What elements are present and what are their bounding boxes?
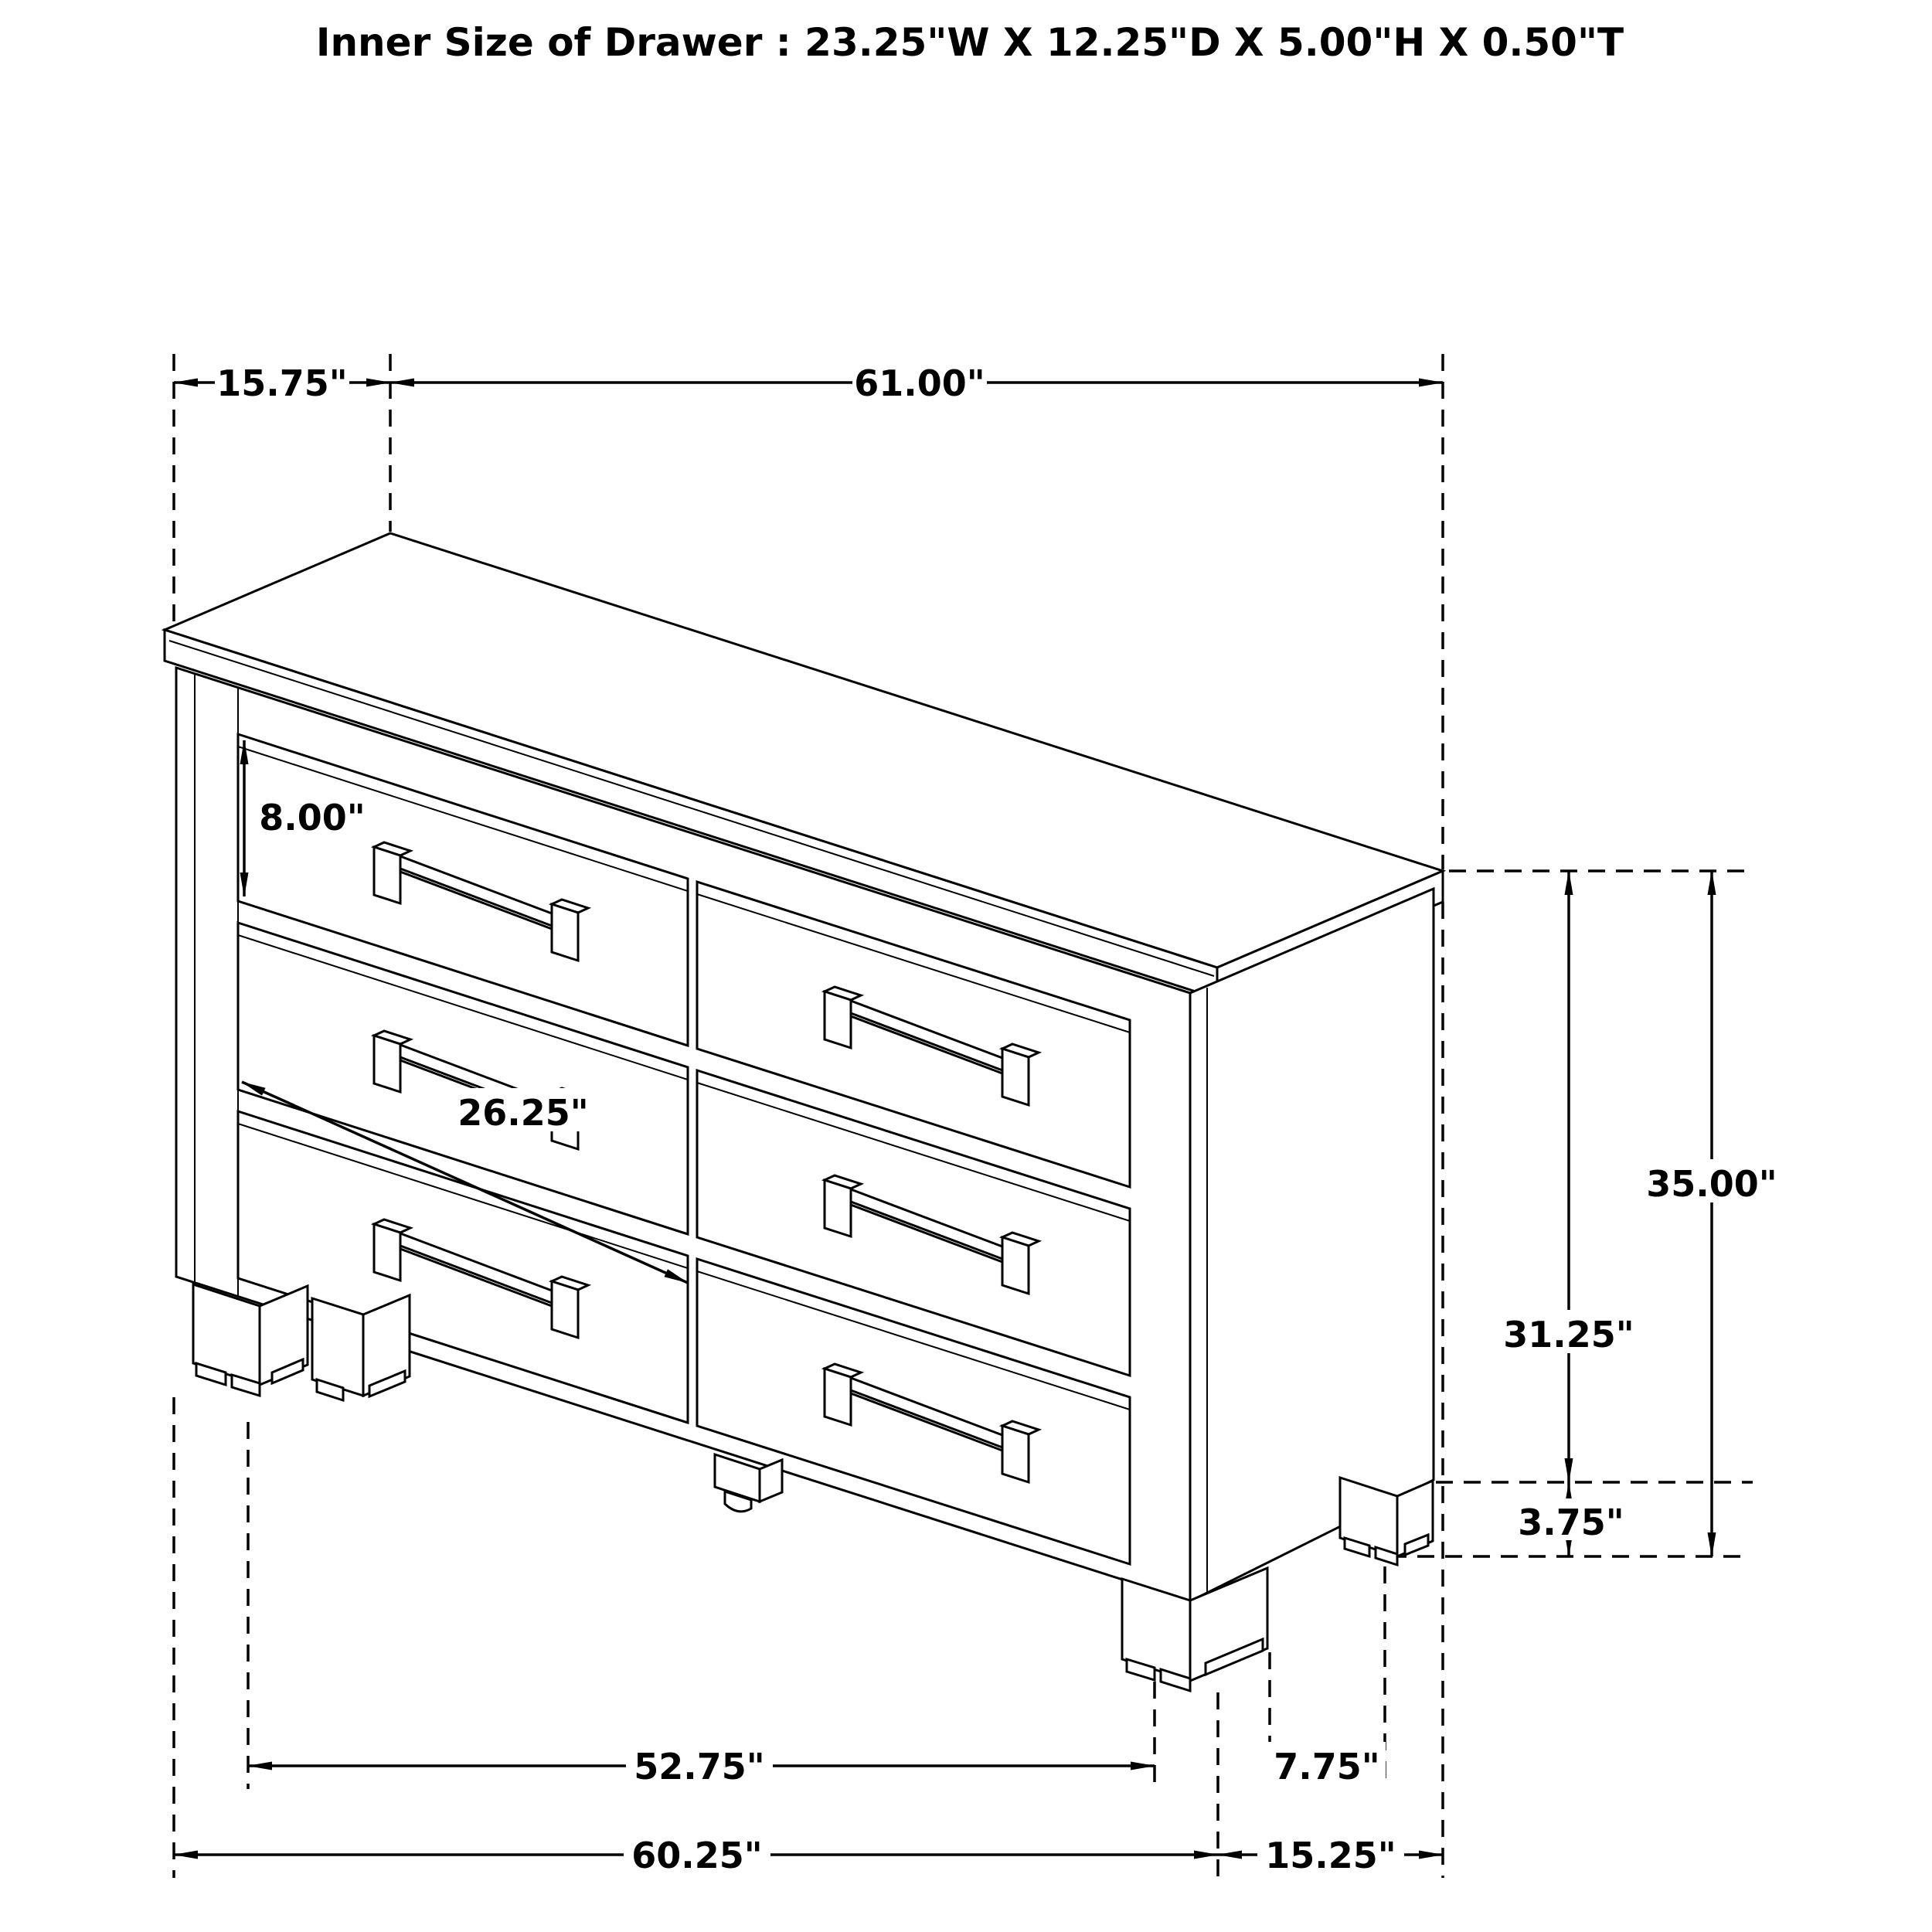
dresser <box>165 533 1443 1691</box>
dim-overall-height-label: 35.00" <box>1646 1163 1777 1205</box>
dim-top-width-label: 61.00" <box>854 362 985 404</box>
dim-case-height-label: 31.25" <box>1503 1314 1634 1355</box>
dim-base-width-label: 60.25" <box>631 1835 763 1876</box>
dim-base-depth-label: 15.25" <box>1265 1835 1396 1876</box>
dim-top-drawer-height-label: 8.00" <box>259 797 366 838</box>
dim-top-depth-label: 15.75" <box>216 362 348 404</box>
dim-leg-height-label: 3.75" <box>1518 1502 1624 1543</box>
page-title: Inner Size of Drawer : 23.25"W X 12.25"D X 5.00"H X 0.50"T <box>315 20 1624 65</box>
dim-front-leg-span-label: 52.75" <box>634 1746 765 1787</box>
dim-side-leg-span-label: 7.75" <box>1274 1746 1380 1787</box>
center-foot <box>715 1454 782 1512</box>
dim-drawer-width-label: 26.25" <box>457 1092 589 1134</box>
